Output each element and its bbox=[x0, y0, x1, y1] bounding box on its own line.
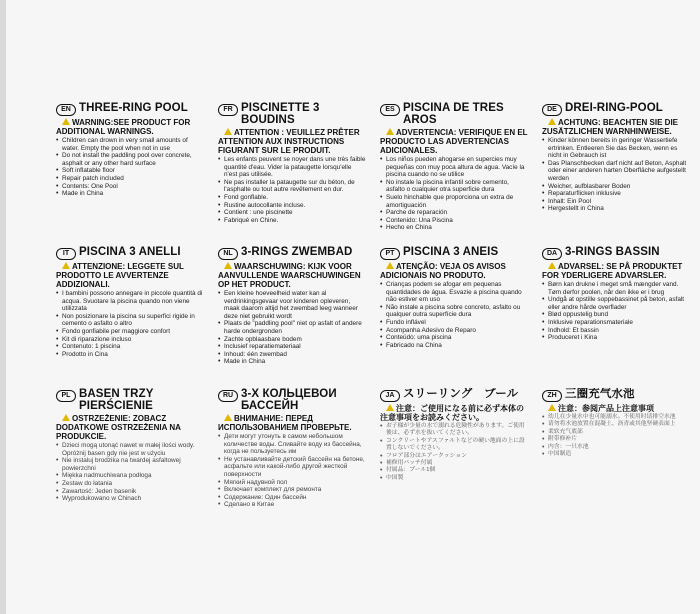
warning-text bbox=[380, 262, 528, 280]
panel-title: DREI-RING-POOL bbox=[565, 102, 663, 114]
language-badge: DA bbox=[542, 248, 562, 260]
list-item: • Включает комплект для ремонта bbox=[218, 486, 366, 494]
warning-text bbox=[542, 118, 690, 136]
sheet-edge bbox=[0, 0, 6, 614]
list-item: • Fundo inflável bbox=[380, 319, 528, 327]
list-item: • Не устанавливайте детский бассейн на бетоне, асфальте или какой-либо другой жесткой поверхности bbox=[218, 456, 366, 479]
warning-triangle-icon bbox=[386, 262, 394, 269]
language-panel-de bbox=[542, 102, 690, 232]
panel-title: PISCINA 3 ANÉIS bbox=[403, 246, 499, 258]
list-item: • Prodotto in Cina bbox=[56, 351, 204, 359]
warning-label: OSTRZEŻENIE: ZOBACZ DODATKOWE OSTRZEŻENIA NA PRODUKCIE. bbox=[56, 414, 181, 441]
language-badge: JA bbox=[380, 390, 400, 402]
warning-triangle-icon bbox=[548, 262, 556, 269]
panel-title: 3-RINGS BASSIN bbox=[565, 246, 660, 258]
list-item: • Non posizionare la piscina su superfici rigide in cemento o asfalto o altro bbox=[56, 313, 204, 328]
warning-text bbox=[218, 414, 366, 432]
language-panel-pl bbox=[56, 388, 204, 509]
list-item: • Made in China bbox=[56, 190, 204, 198]
list-item: • Fabriqué en Chine. bbox=[218, 217, 366, 225]
list-item: • Indhold: Et bassin bbox=[542, 327, 690, 335]
warning-text bbox=[56, 118, 204, 136]
warning-triangle-icon bbox=[62, 262, 70, 269]
warning-text bbox=[542, 404, 690, 413]
warning-text bbox=[380, 404, 528, 422]
language-badge: NL bbox=[218, 248, 238, 260]
panel-header bbox=[218, 388, 366, 412]
list-item: • Contenuto: 1 piscina bbox=[56, 343, 204, 351]
panel-header bbox=[542, 388, 690, 402]
warning-triangle-icon bbox=[224, 262, 232, 269]
panel-header bbox=[56, 388, 204, 412]
panel-title: PISCINETTE 3 BOUDINS bbox=[241, 102, 320, 126]
list-item: • コンクリートやアスファルトなどの硬い地面の上に設置しないでください。 bbox=[380, 438, 528, 453]
row-1 bbox=[56, 102, 696, 232]
warning-label: ATTENZIONE: LEGGETE SUL PRODOTTO LE AVVERTENZE ADDIZIONALI. bbox=[56, 262, 184, 289]
list-item: • Ne pas installer la pataugette sur du béton, de l'asphalte ou tout autre revêtement en dur. bbox=[218, 179, 366, 194]
language-badge: IT bbox=[56, 248, 76, 260]
panel-title: 3-Х КОЛЬЦЕВОЙ БАССЕЙН bbox=[241, 388, 337, 412]
warning-text bbox=[56, 262, 204, 289]
list-item: • Acompanha Adesivo de Reparo bbox=[380, 327, 528, 335]
warning-list bbox=[380, 423, 528, 482]
language-panel-ru bbox=[218, 388, 366, 509]
list-item: • Crianças podem se afogar em pequenas quantidades de água. Esvazie a piscina quando não estiver em uso bbox=[380, 281, 528, 304]
list-item: • Das Planschbecken darf nicht auf Beton, Asphalt oder einer anderen harten Oberfläche aufgestellt werden bbox=[542, 160, 690, 183]
warning-text bbox=[56, 414, 204, 441]
panel-header bbox=[542, 102, 690, 116]
list-item: • No instale la piscina infantil sobre cemento, asfalto o cualquier otra superficie dura bbox=[380, 179, 528, 194]
list-item: • Hergestellt in China bbox=[542, 205, 690, 213]
warning-list bbox=[380, 281, 528, 349]
list-item: • 補修用パッチ付属 bbox=[380, 460, 528, 467]
language-panel-it bbox=[56, 246, 204, 366]
list-item: • Não instale a piscina sobre concreto, asfalto ou qualquer outra superfície dura bbox=[380, 304, 528, 319]
list-item: • I bambini possono annegare in piccole quantità di acqua. Svuotare la piscina quando non viene utilizzata bbox=[56, 290, 204, 313]
panel-title: PISCINA 3 ANELLI bbox=[79, 246, 181, 258]
warning-label: ATTENTION : VEUILLEZ PRÊTER ATTENTION AUX INSTRUCTIONS FIGURANT SUR LE PRODUIT. bbox=[218, 128, 360, 155]
warning-label: ACHTUNG: BEACHTEN SIE DIE ZUSÄTZLICHEN WARNHINWEISE. bbox=[542, 118, 679, 136]
row-3 bbox=[56, 388, 696, 509]
warning-triangle-icon bbox=[224, 414, 232, 421]
list-item: • Reparaturflicken inklusive bbox=[542, 190, 690, 198]
list-item: • Inclusief reparatiemateriaal bbox=[218, 343, 366, 351]
list-item: • Repair patch included bbox=[56, 175, 204, 183]
list-item: • Inklusive reparationsmateriale bbox=[542, 319, 690, 327]
warning-label: ВНИМАНИЕ: ПЕРЕД ИСПОЛЬЗОВАНИЕМ ПРОВЕРЬТЕ. bbox=[218, 414, 352, 432]
list-item: • フロア部分はエアークッション bbox=[380, 453, 528, 460]
warning-list bbox=[218, 290, 366, 366]
list-item: • 中国制造 bbox=[542, 451, 690, 458]
warning-triangle-icon bbox=[386, 128, 394, 135]
list-item: • Zestaw do łatania bbox=[56, 480, 204, 488]
list-item: • Conteúdo: uma piscina bbox=[380, 334, 528, 342]
list-item: • Soft inflatable floor bbox=[56, 167, 204, 175]
list-item: • Hecho en China bbox=[380, 224, 528, 232]
list-item: • Children can drown in very small amounts of water. Empty the pool when not in use bbox=[56, 137, 204, 152]
warning-label: ATENÇÃO: VEJA OS AVISOS ADICIONAIS NO PRODUTO. bbox=[380, 262, 506, 280]
list-item: • Parche de reparación bbox=[380, 209, 528, 217]
language-panel-es bbox=[380, 102, 528, 232]
language-badge: FR bbox=[218, 104, 238, 116]
panel-header bbox=[380, 246, 528, 260]
warning-label: ADVERTENCIA: VERIFIQUE EN EL PRODUCTO LAS ADVERTENCIAS ADICIONALES. bbox=[380, 128, 528, 155]
list-item: • お子様が少量の水で溺れる危険性があります。ご使用後は、必ず水を抜いてください。 bbox=[380, 423, 528, 438]
warning-list bbox=[542, 414, 690, 458]
warning-list bbox=[542, 281, 690, 342]
warning-text bbox=[218, 262, 366, 289]
language-badge: DE bbox=[542, 104, 562, 116]
warning-text bbox=[542, 262, 690, 280]
list-item: • Contient : une piscinette bbox=[218, 209, 366, 217]
warning-text bbox=[380, 128, 528, 155]
language-badge: RU bbox=[218, 390, 238, 402]
list-item: • Miękka nadmuchiwana podłoga bbox=[56, 472, 204, 480]
warning-label: ADVARSEL: SE PÅ PRODUKTET FOR YDERLIGERE ADVARSLER. bbox=[542, 262, 683, 280]
warning-list bbox=[56, 137, 204, 198]
panel-header bbox=[380, 102, 528, 126]
language-panel-fr bbox=[218, 102, 366, 232]
warning-triangle-icon bbox=[224, 128, 232, 135]
list-item: • Weicher, aufblasbarer Boden bbox=[542, 183, 690, 191]
list-item: • Содержание: Один бассейн bbox=[218, 494, 366, 502]
panel-title: THREE-RING POOL bbox=[79, 102, 188, 114]
warning-triangle-icon bbox=[386, 404, 394, 411]
list-item: • Plaats de "paddling pool" niet op asfalt of andere harde ondergronden bbox=[218, 320, 366, 335]
panel-title: PISCINA DE TRES AROS bbox=[403, 102, 504, 126]
list-item: • Мягкий надувной пол bbox=[218, 479, 366, 487]
language-badge: EN bbox=[56, 104, 76, 116]
list-item: • Los niños pueden ahogarse en supercies muy pequeñas con muy poca altura de agua. Vacíe la piscina cuando no se utilice bbox=[380, 156, 528, 179]
list-item: • Nie instaluj brodzika na twardej asfaltowej powierzchni bbox=[56, 457, 204, 472]
list-item: • Een kleine hoeveelheid water kan al verdrinkingsgevaar voor kinderen opleveren, maak daarom altijd het zwembad leeg wanneer deze niet gebruikt wordt bbox=[218, 290, 366, 320]
language-panel-en bbox=[56, 102, 204, 232]
list-item: • Blød oppustelig bund bbox=[542, 311, 690, 319]
list-item: • Les enfants peuvent se noyer dans une très faible quantité d'eau. Vider la pataugette lorsqu'elle n'est pas utilisée. bbox=[218, 156, 366, 179]
list-item: • Made in China bbox=[218, 358, 366, 366]
list-item: • Børn kan drukne i meget små mængder vand. Tøm derfor poolen, når den ikke er i brug bbox=[542, 281, 690, 296]
warning-label: WAARSCHUWING: KIJK VOOR AANVULLENDE WAARSCHUWINGEN OP HET PRODUCT. bbox=[218, 262, 361, 289]
list-item: • Rustine autocollante incluse. bbox=[218, 202, 366, 210]
warning-list bbox=[218, 433, 366, 509]
list-item: • Fondo gonfiabile per maggiore confort bbox=[56, 328, 204, 336]
language-panel-nl bbox=[218, 246, 366, 366]
warning-label: 注意：参阅产品上注意事项 bbox=[558, 404, 654, 413]
list-item: • Wyprodukowano w Chinach bbox=[56, 495, 204, 503]
list-item: • Kinder können bereits in geringer Wassertiefe ertrinken. Entleeren Sie das Becken, wenn es nicht in Gebrauch ist bbox=[542, 137, 690, 160]
list-item: • 幼儿在少量水中也可能溺水。不使用时请排空水池 bbox=[542, 414, 690, 421]
list-item: • Suelo hinchable que proporciona un extra de amortiguación bbox=[380, 194, 528, 209]
list-item: • Inhoud: één zwembad bbox=[218, 351, 366, 359]
list-item: • 柔软充气底部 bbox=[542, 429, 690, 436]
panel-header bbox=[380, 388, 528, 402]
language-panel-zh bbox=[542, 388, 690, 509]
warning-list bbox=[380, 156, 528, 232]
language-panel-pt bbox=[380, 246, 528, 366]
warning-triangle-icon bbox=[62, 414, 70, 421]
list-item: • Do not install the paddling pool over concrete, asphalt or any other hard surface bbox=[56, 152, 204, 167]
warning-triangle-icon bbox=[548, 118, 556, 125]
list-item: • Сделано в Китае bbox=[218, 501, 366, 509]
language-badge: PT bbox=[380, 248, 400, 260]
panel-header bbox=[542, 246, 690, 260]
list-item: • Zachte opblaasbare bodem bbox=[218, 336, 366, 344]
list-item: • Inhalt: Ein Pool bbox=[542, 198, 690, 206]
panel-header bbox=[56, 246, 204, 260]
panel-title: 三圈充气水池 bbox=[565, 388, 635, 400]
list-item: • Produceret i Kina bbox=[542, 334, 690, 342]
list-item: • Contenido: Una Piscina bbox=[380, 217, 528, 225]
language-badge: ES bbox=[380, 104, 400, 116]
panel-header bbox=[218, 102, 366, 126]
list-item: • 附带修补片 bbox=[542, 436, 690, 443]
list-item: • Fond gonflable. bbox=[218, 194, 366, 202]
panel-header bbox=[218, 246, 366, 260]
row-2 bbox=[56, 246, 696, 366]
panel-title: 3-RINGS ZWEMBAD bbox=[241, 246, 353, 258]
warning-text bbox=[218, 128, 366, 155]
language-panel-ja bbox=[380, 388, 528, 509]
language-badge: ZH bbox=[542, 390, 562, 402]
list-item: • Undgå at opstille soppebassinet på beton, asfalt eller andre hårde overflader bbox=[542, 296, 690, 311]
warning-label: WARNING:SEE PRODUCT FOR ADDITIONAL WARNINGS. bbox=[56, 118, 191, 136]
warning-list bbox=[56, 442, 204, 503]
panel-title: BASEN TRZY PIERŚCIENIE bbox=[79, 388, 154, 412]
list-item: • Dzieci mogą utonąć nawet w małej ilości wody. Opróżnij basen gdy nie jest w użyciu bbox=[56, 442, 204, 457]
list-item: • Fabricado na China bbox=[380, 342, 528, 350]
list-item: • 中国製 bbox=[380, 475, 528, 482]
language-badge: PL bbox=[56, 390, 76, 402]
warning-list bbox=[218, 156, 366, 224]
list-item: • 付属品：プール1個 bbox=[380, 467, 528, 474]
warning-triangle-icon bbox=[548, 404, 556, 411]
list-item: • Contents: One Pool bbox=[56, 183, 204, 191]
list-item: • Дети могут утонуть в самом небольшом количестве воды. Сливайте воду из бассейна, когда не пользуетесь им bbox=[218, 433, 366, 456]
list-item: • Zawartość: Jeden basenik bbox=[56, 488, 204, 496]
panel-header bbox=[56, 102, 204, 116]
warning-label: 注意：ご使用になる前に必ず本体の注意事項をお読みください。 bbox=[380, 404, 524, 422]
warning-list bbox=[56, 290, 204, 358]
list-item: • 内含：一只水池 bbox=[542, 444, 690, 451]
language-panel-da bbox=[542, 246, 690, 366]
warning-triangle-icon bbox=[62, 118, 70, 125]
list-item: • 请勿将水池放置在混凝土、沥青或其他坚硬表面上 bbox=[542, 421, 690, 428]
list-item: • Kit di riparazione incluso bbox=[56, 336, 204, 344]
warning-list bbox=[542, 137, 690, 213]
panel-title: スリーリング プール bbox=[403, 388, 519, 400]
